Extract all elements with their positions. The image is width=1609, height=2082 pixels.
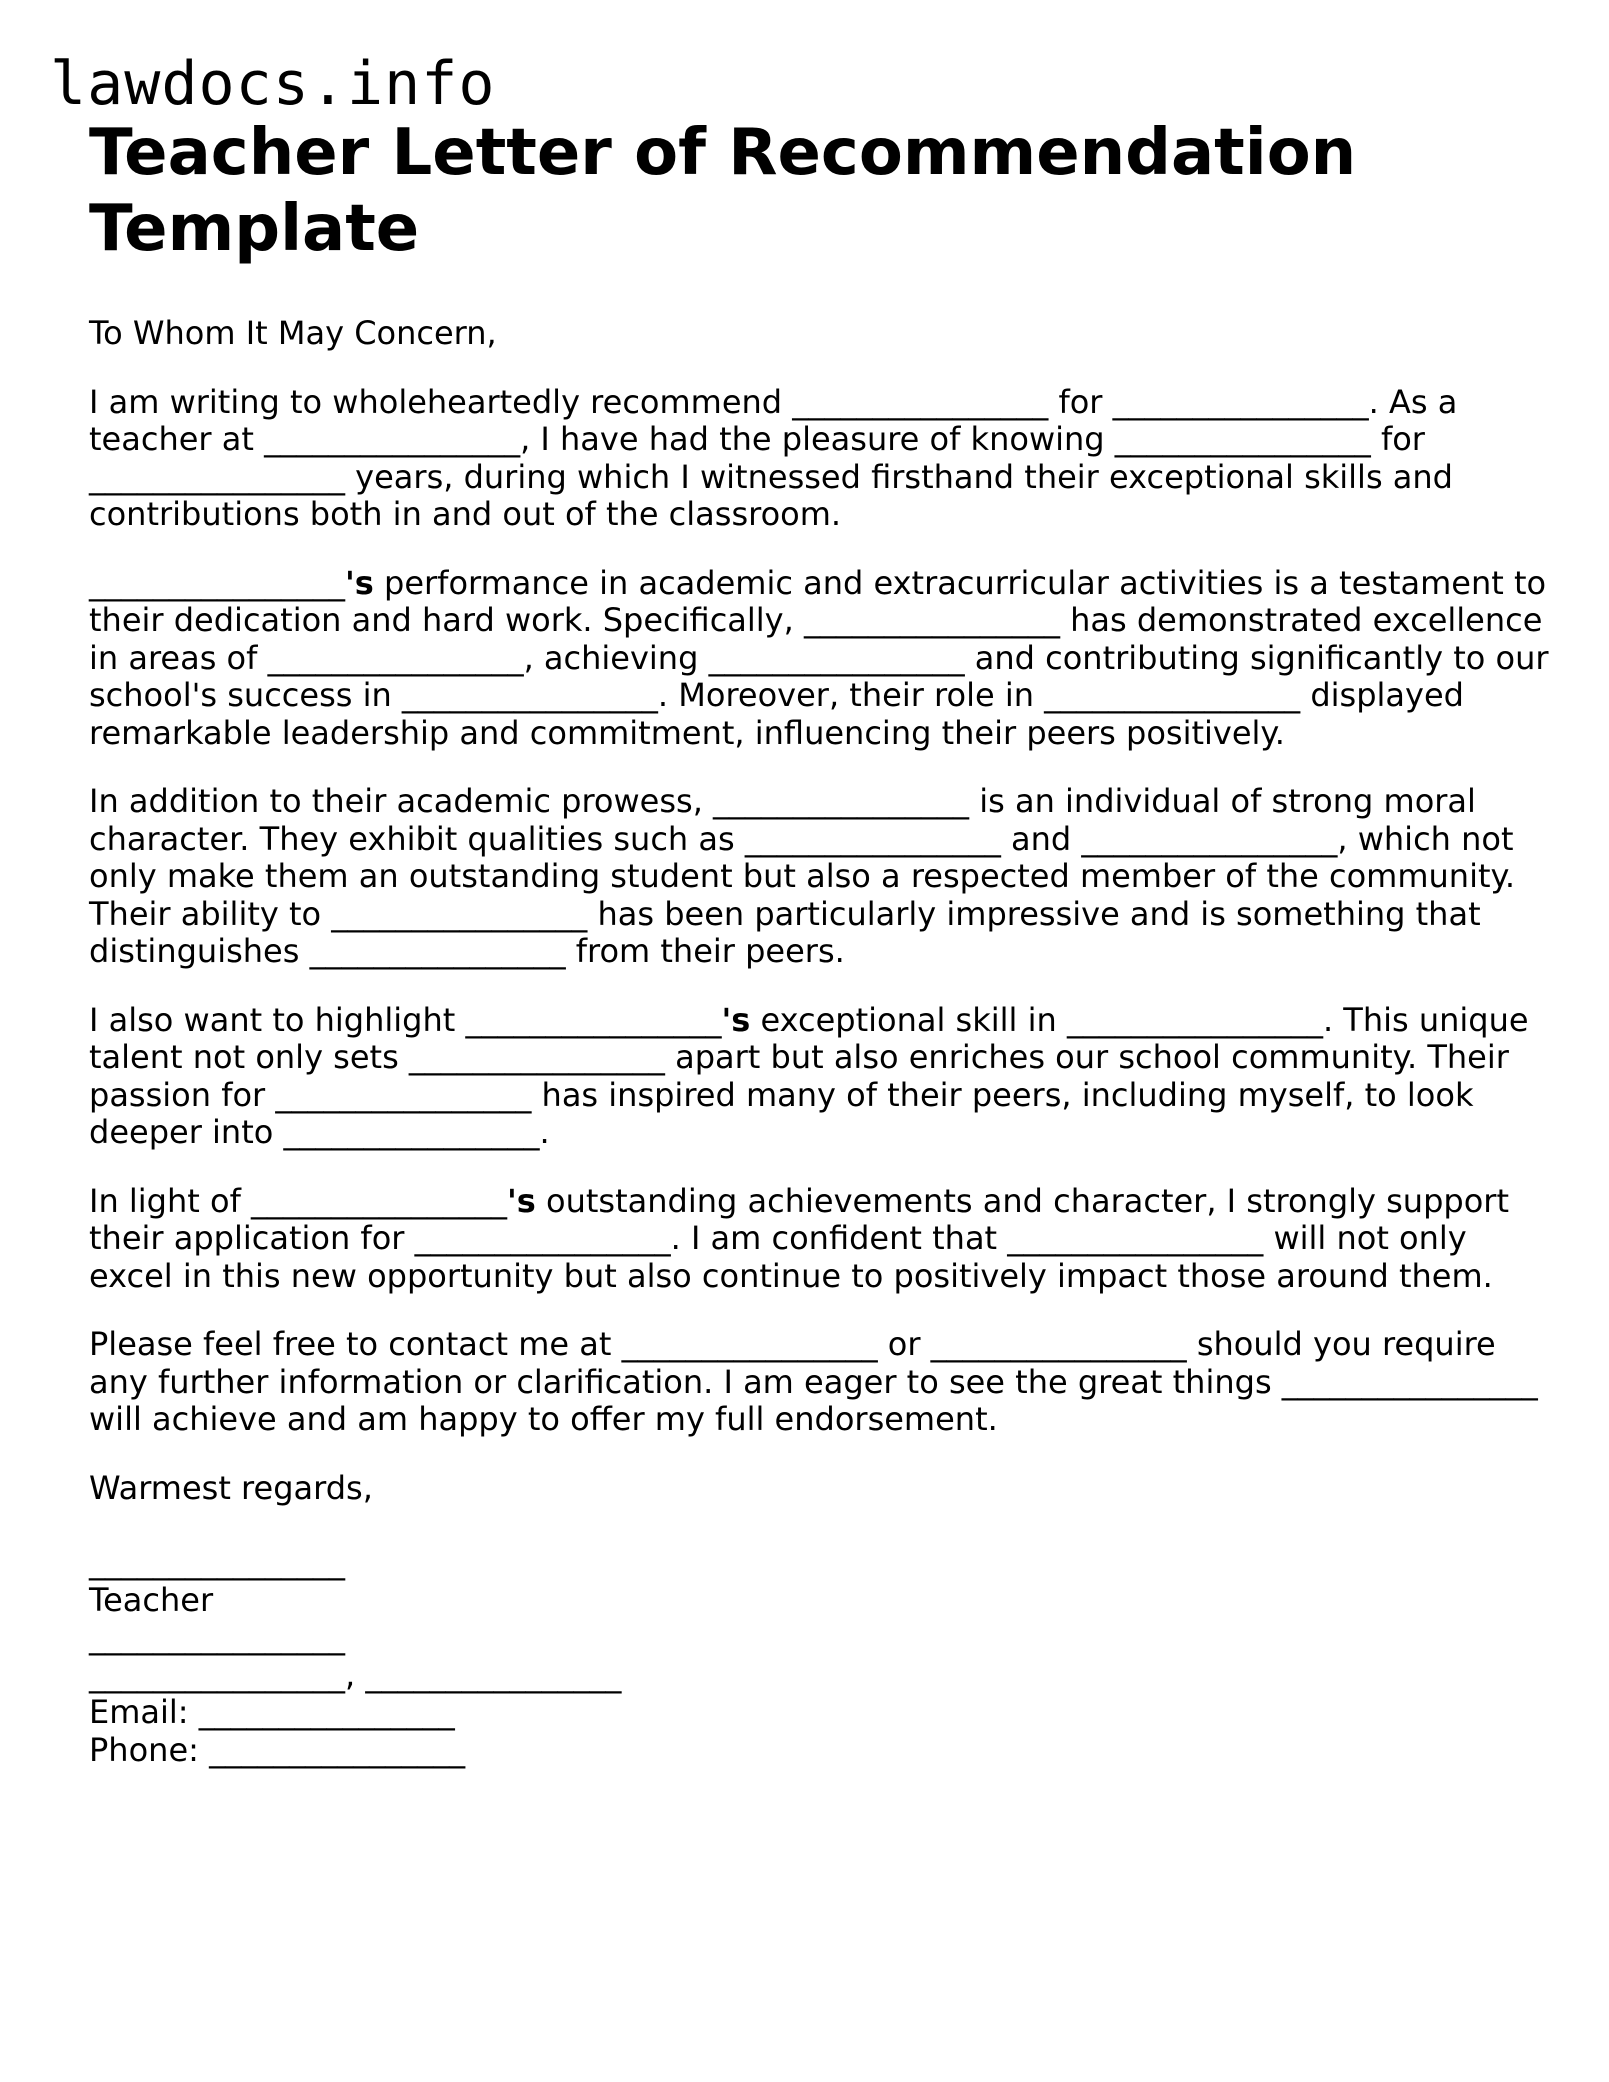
fill-in-blank: ________________ [283, 1113, 540, 1151]
bold-possessive: 's [345, 563, 374, 602]
salutation: To Whom It May Concern, [89, 314, 497, 352]
fill-in-blank: ________________ [1081, 819, 1338, 858]
paragraph-text: , I have had the pleasure of knowing [520, 420, 1115, 458]
fill-in-blank: ________________ [89, 563, 345, 602]
paragraph-text: or [877, 1325, 931, 1363]
fill-in-blank: ________________ [930, 1325, 1187, 1363]
paragraph-text: . This unique talent not only sets [89, 1000, 1529, 1076]
fill-in-blank: ________________ [408, 1038, 665, 1076]
fill-in-blank: ________________ [251, 1181, 507, 1220]
paragraph-text: , achieving [523, 638, 709, 677]
paragraph-text: has demonstrated excellence in areas of [89, 601, 1543, 677]
paragraph-text: . Moreover, their role in [657, 676, 1045, 714]
signature-name-line: ________________ [89, 1543, 345, 1581]
paragraph-text: apart but also enriches our school community. Their passion for [89, 1038, 1509, 1114]
signature-email-line: Email: ________________ [89, 1693, 455, 1731]
fill-in-blank: ________________ [621, 1325, 878, 1363]
paragraph-text: displayed remarkable leadership and commitment, influencing their peers positively. [89, 676, 1464, 752]
signature-role: Teacher [89, 1580, 214, 1619]
fill-in-blank: ________________ [1044, 676, 1301, 714]
paragraph-text: . [539, 1113, 550, 1151]
paragraph-text: outstanding achievements and character, I strongly support their application for [89, 1181, 1509, 1257]
paragraph-introduction [89, 384, 1549, 534]
fill-in-blank: ________________ [309, 932, 566, 970]
fill-in-blank: ________________ [792, 382, 1049, 421]
signature-school-line: ________________ [89, 1618, 345, 1656]
watermark-logo: lawdocs.info [50, 49, 496, 119]
page-title: Teacher Letter of Recommendation Template [89, 116, 1357, 266]
fill-in-blank: ________________ [1281, 1362, 1538, 1401]
fill-in-blank: ________________ [465, 1000, 722, 1039]
paragraph-performance [89, 565, 1549, 753]
paragraph-skill [89, 1002, 1549, 1152]
paragraph-text: for [1048, 382, 1113, 421]
fill-in-blank: ________________ [744, 819, 1001, 858]
paragraph-text: and contributing significantly to our school's success in [89, 638, 1549, 714]
paragraph-text: will not only excel in this new opportunity but also continue to positively impact those around them. [89, 1219, 1493, 1295]
paragraph-text: will achieve and am happy to offer my full endorsement. [89, 1400, 998, 1438]
paragraph-text: is an individual of strong moral character. They exhibit qualities such as [89, 782, 1476, 858]
fill-in-blank: ________________ [1112, 382, 1369, 421]
fill-in-blank: ________________ [1114, 420, 1371, 458]
paragraph-text: performance in academic and extracurricular activities is a testament to their dedication and hard work. Specifically, [89, 563, 1547, 639]
paragraph-text: has inspired many of their peers, including myself, to look deeper into [89, 1075, 1474, 1151]
fill-in-blank: ________________ [713, 782, 970, 820]
paragraph-support [89, 1183, 1549, 1296]
fill-in-blank: ________________ [275, 1075, 532, 1114]
paragraph-text: years, during which I witnessed firsthand their exceptional skills and contributions both in and out of the classroom. [89, 457, 1453, 533]
fill-in-blank: ________________ [89, 457, 345, 496]
paragraph-text: has been particularly impressive and is something that distinguishes [89, 894, 1481, 970]
fill-in-blank: ________________ [803, 601, 1060, 639]
document-body [89, 115, 1549, 1769]
paragraph-text: I also want to highlight [89, 1000, 466, 1039]
fill-in-blank: ________________ [1066, 1000, 1323, 1039]
fill-in-blank: ________________ [264, 420, 521, 458]
fill-in-blank: ________________ [1007, 1219, 1264, 1257]
fill-in-blank: ________________ [708, 638, 965, 677]
paragraph-text: . I am confident that [670, 1219, 1008, 1257]
paragraph-text: In addition to their academic prowess, [89, 782, 714, 820]
paragraph-contact [89, 1326, 1549, 1439]
paragraph-text: exceptional skill in [750, 1000, 1067, 1039]
fill-in-blank: ________________ [267, 638, 524, 677]
paragraph-text: , which not only make them an outstanding student but also a respected member of the community. Their ability to [89, 819, 1516, 933]
paragraph-text: I am writing to wholeheartedly recommend [89, 382, 793, 421]
bold-possessive: 's [721, 1000, 751, 1039]
signature-phone-line: Phone: ________________ [89, 1730, 466, 1769]
paragraph-text: In light of [89, 1181, 251, 1220]
fill-in-blank: ________________ [414, 1219, 671, 1257]
paragraph-text: Please feel free to contact me at [89, 1325, 622, 1363]
paragraph-text: and [1000, 819, 1082, 858]
paragraph-character [89, 783, 1549, 971]
bold-possessive: 's [507, 1181, 536, 1220]
paragraph-text: should you require any further information or clarification. I am eager to see the great things [89, 1325, 1496, 1401]
paragraph-text: . As a teacher at [89, 382, 1458, 458]
fill-in-blank: ________________ [401, 676, 658, 714]
paragraph-text: for [1370, 420, 1425, 458]
signature-block [89, 1544, 1549, 1769]
paragraph-text: from their peers. [565, 932, 845, 970]
closing: Warmest regards, [89, 1468, 373, 1507]
signature-city-state-line: ________________, ________________ [89, 1655, 622, 1694]
fill-in-blank: ________________ [331, 894, 588, 933]
